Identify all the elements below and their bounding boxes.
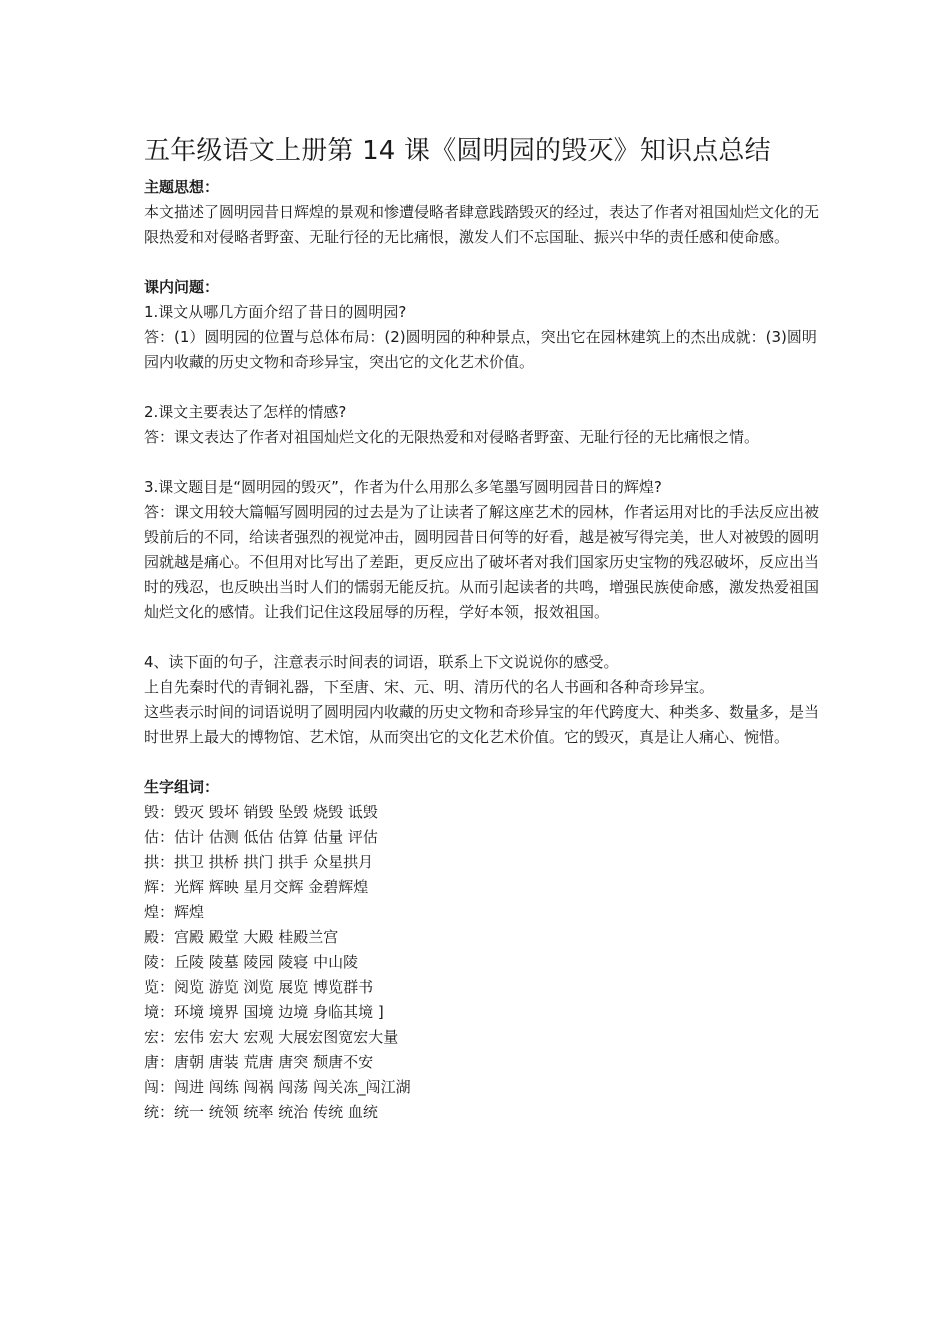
vocab-row-tang: 唐：唐朝 唐装 荒唐 唐突 颓唐不安 (144, 1053, 374, 1071)
vocab-row-hui2: 辉：光辉 辉映 星月交辉 金碧辉煌 (144, 878, 369, 896)
questions-heading: 课内问题： (144, 278, 220, 296)
vocab-heading: 生字组词： (144, 778, 220, 796)
question-4: 4、读下面的句子，注意表示时间表的词语，联系上下文说说你的感受。 (144, 653, 619, 671)
vocab-row-lan: 览：阅览 游览 浏览 展览 博览群书 (144, 978, 374, 996)
theme-text: 本文描述了圆明园昔日辉煌的景观和惨遭侵略者肆意践踏毁灭的经过，表达了作者对祖国灿烂文化的无限热爱和对侵略者野蛮、无耻行径的无比痛恨，激发人们不忘国耻、振兴中华的责任感和使命感。 (144, 203, 820, 246)
vocab-row-jing: 境：环境 境界 国境 边境 身临其境 ] (144, 1003, 384, 1021)
vocab-row-hong: 宏：宏伟 宏大 宏观 大展宏图宽宏大量 (144, 1028, 399, 1046)
vocab-row-dian: 殿：宫殿 殿堂 大殿 桂殿兰宫 (144, 928, 339, 946)
question-3: 3.课文题目是“圆明园的毁灭”，作者为什么用那么多笔墨写圆明园昔日的辉煌? (144, 478, 662, 496)
answer-3: 答：课文用较大篇幅写圆明园的过去是为了让读者了解这座艺术的园林，作者运用对比的手法反应出被毁前后的不同，给读者强烈的视觉冲击，圆明园昔日何等的好看，越是被写得完美，世人对被毁的圆明园就越是痛心。不但用对比写出了差距，更反应出了破坏者对我们国家历史宝物的残忍破坏，反应出当时的残忍，也反映出当时人们的懦弱无能反抗。从而引起读者的共鸣，增强民族使命感，激发热爱祖国灿烂文化的感情。让我们记住这段屈辱的历程，学好本领，报效祖国。 (144, 503, 820, 621)
answer-1: 答：(1）圆明园的位置与总体布局：(2)圆明园的种种景点，突出它在园林建筑上的杰出成就：(3)圆明园内收藏的历史文物和奇珍异宝，突出它的文化艺术价值。 (144, 328, 817, 371)
question-4-sentence: 上自先秦时代的青铜礼器，下至唐、宋、元、明、清历代的名人书画和各种奇珍异宝。 (144, 678, 715, 696)
question-1: 1.课文从哪几方面介绍了昔日的圆明园? (144, 303, 407, 321)
theme-heading: 主题思想： (144, 178, 220, 196)
vocab-row-chuang: 闯：闯进 闯练 闯祸 闯荡 闯关冻_闯江湖 (144, 1078, 411, 1096)
document-page (144, 133, 824, 1125)
vocab-row-ling: 陵：丘陵 陵墓 陵园 陵寝 中山陵 (144, 953, 359, 971)
spacer (144, 250, 824, 275)
vocab-row-hui: 毁：毁灭 毁坏 销毁 坠毁 烧毁 诋毁 (144, 803, 378, 821)
vocab-row-gu: 估：估计 估测 低估 估算 估量 评估 (144, 828, 378, 846)
vocab-row-gong: 拱：拱卫 拱桥 拱门 拱手 众星拱月 (144, 853, 374, 871)
spacer (144, 375, 824, 400)
question-2: 2.课文主要表达了怎样的情感? (144, 403, 347, 421)
vocab-row-huang: 煌：辉煌 (144, 903, 205, 921)
page-title: 五年级语文上册第 14 课《圆明园的毁灭》知识点总结 (144, 136, 771, 166)
spacer (144, 750, 824, 775)
answer-4: 这些表示时间的词语说明了圆明园内收藏的历史文物和奇珍异宝的年代跨度大、种类多、数量多，是当时世界上最大的博物馆、艺术馆，从而突出它的文化艺术价值。它的毁灭，真是让人痛心、惋惜。 (144, 703, 820, 746)
spacer (144, 450, 824, 475)
answer-2: 答：课文表达了作者对祖国灿烂文化的无限热爱和对侵略者野蛮、无耻行径的无比痛恨之情。 (144, 428, 760, 446)
spacer (144, 625, 824, 650)
vocab-row-tong: 统：统一 统领 统率 统治 传统 血统 (144, 1103, 378, 1121)
